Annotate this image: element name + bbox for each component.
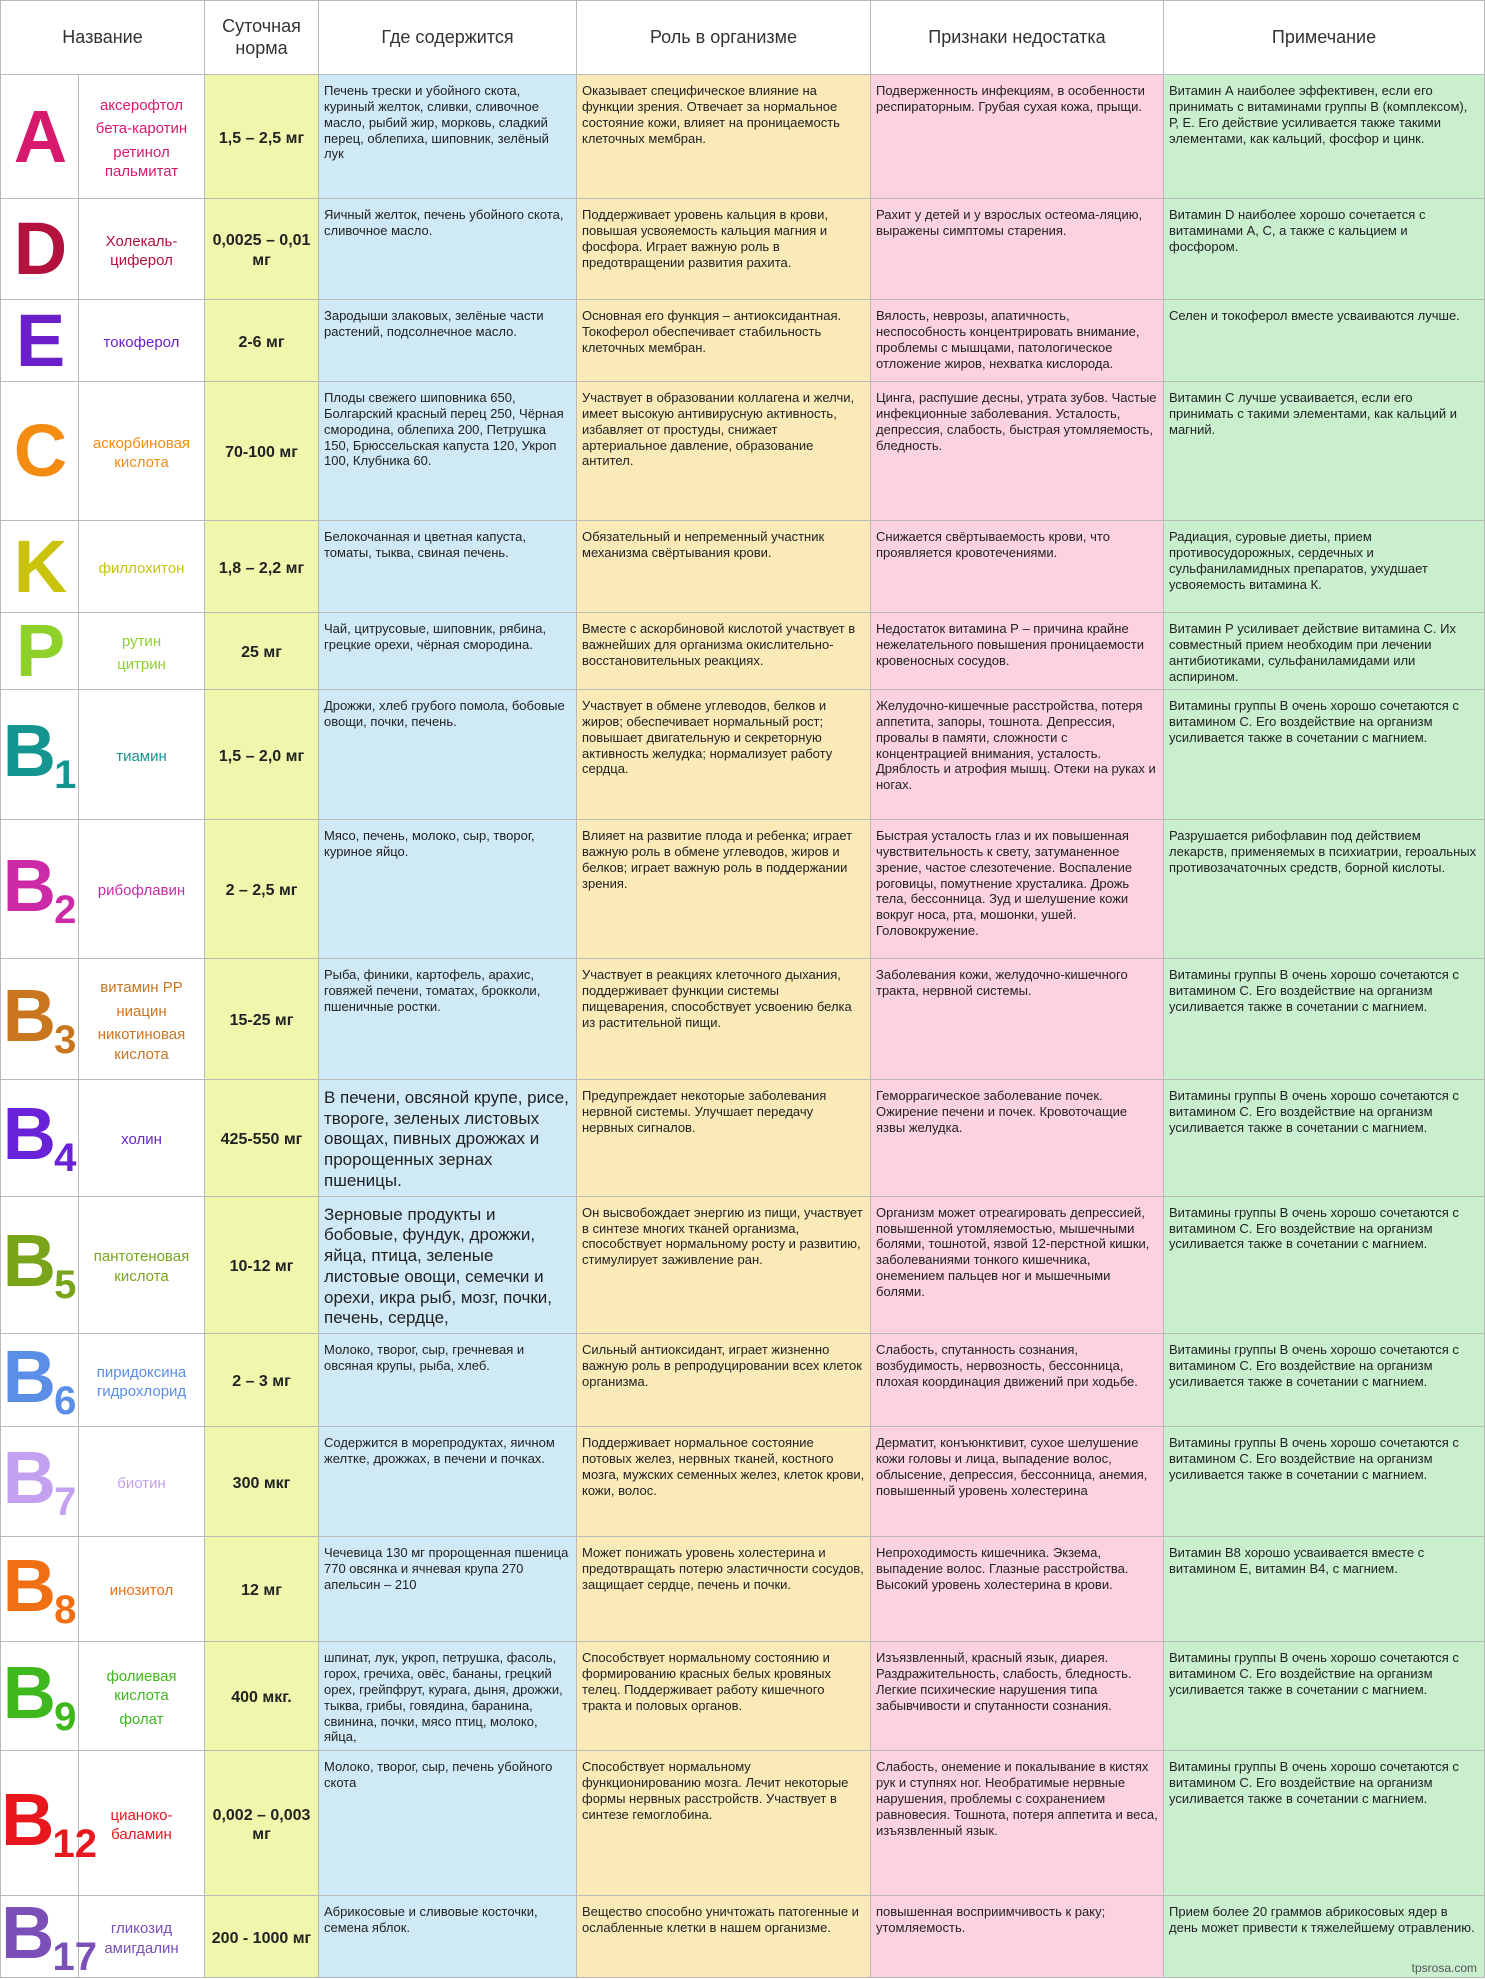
deficiency: повышенная восприимчивость к раку; утомляемость. [871,1896,1164,1978]
sources: Рыба, финики, картофель, арахис, говяжей печени, томатах, брокколи, пшеничные ростки. [319,959,577,1080]
vitamin-names [79,75,205,199]
note: Разрушается рибофлавин под действием лекарств, применяемых в психиатрии, героальных противозачаточных средств, борной кислоты. [1164,820,1485,959]
vitamin-names [79,1642,205,1751]
vitamin-letter [1,959,79,1080]
table-row [1,300,1485,382]
daily-norm: 1,8 – 2,2 мг [205,521,319,613]
vitamin-name: рутин [121,632,162,650]
vitamin-names [79,1537,205,1642]
sources: Мясо, печень, молоко, сыр, творог, куриное яйцо. [319,820,577,959]
table-row [1,1334,1485,1427]
vitamin-names [79,820,205,959]
vitamin-letter-main: K [13,524,66,608]
note: Витамины группы В очень хорошо сочетаются с витамином С. Его воздействие на организм усиливается также в сочетании с магнием. [1164,1196,1485,1333]
vitamin-letter-main: B [2,1436,55,1520]
table-row [1,959,1485,1080]
daily-norm: 25 мг [205,613,319,690]
vitamin-name: гликозид амигдалин [104,1920,179,1957]
vitamin-names [79,521,205,613]
vitamin-letter-subscript: 12 [52,1821,97,1866]
vitamin-name: биотин [117,1474,166,1492]
vitamin-name: никотиновая кислота [97,1026,186,1063]
vitamin-letter [1,521,79,613]
vitamin-name: пиридоксина гидрохлорид [96,1363,187,1401]
deficiency: Недостаток витамина Р – причина крайне нежелательного повышения проницаемости кровеносных сосудов. [871,613,1164,690]
vitamin-name: пантотеновая кислота [93,1248,190,1285]
role: Вместе с аскорбиновой кислотой участвует в важнейших для организма окислительно-восстановительных реакциях. [577,613,871,690]
vitamin-name: холин [121,1131,162,1149]
vitamin-letter-main: B [2,1219,55,1303]
table-row [1,1537,1485,1642]
sources: Чечевица 130 мг пророщенная пшеница 770 овсянка и ячневая крупа 270 апельсин – 210 [319,1537,577,1642]
vitamin-name: инозитол [109,1582,174,1600]
role: Он высвобождает энергию из пищи, участвует в синтезе многих тканей организма, способствует нормальному росту и развитию, стимулирует заживление ран. [577,1196,871,1333]
role: Поддерживает уровень кальция в крови, повышая усвояемость кальция магния и фосфора. Играет важную роль в предотвращении развития рахита. [577,199,871,300]
role: Участвует в образовании коллагена и желчи, имеет высокую антивирусную активность, избавляет от простуды, снижает артериальное давление, образование антител. [577,382,871,521]
sources: Яичный желток, печень убойного скота, сливочное масло. [319,199,577,300]
vitamin-name: бета-каротин [95,120,188,137]
daily-norm: 200 - 1000 мг [205,1896,319,1978]
deficiency: Рахит у детей и у взрослых остеома-ляцию, выражены симптомы старения. [871,199,1164,300]
vitamin-letter [1,609,79,692]
daily-norm: 425-550 мг [205,1080,319,1197]
vitamin-letter-main: B [2,1650,55,1734]
note: Витамины группы В очень хорошо сочетаются с витамином С. Его воздействие на организм усиливается также в сочетании с магнием. [1164,1334,1485,1427]
vitamin-letter-subscript: 6 [54,1378,77,1423]
sources: Молоко, творог, сыр, печень убойного скота [319,1751,577,1896]
note: Прием более 20 граммов абрикосовых ядер в день может привести к тяжелейшему отравлению. [1164,1896,1485,1978]
role: Оказывает специфическое влияние на функции зрения. Отвечает за нормальное состояние кожи, влияет на проницаемость клеточных мембран. [577,75,871,199]
vitamin-names [79,613,205,690]
role: Способствует нормальному функционированию мозга. Лечит некоторые формы нервных расстройств. Участвует в синтезе гемоглобина. [577,1751,871,1896]
deficiency: Слабость, спутанность сознания, возбудимость, нервозность, бессонница, плохая координация движений при ходьбе. [871,1334,1164,1427]
vitamin-letter [1,75,79,199]
sources: Содержится в морепродуктах, яичном желтке, дрожжах, в печени и почках. [319,1427,577,1537]
vitamin-letter [1,820,79,959]
vitamin-name: Холекаль-циферол [105,232,178,269]
deficiency: Слабость, онемение и покалывание в кистях рук и ступнях ног. Необратимые нервные нарушения, проблемы с сохранением равновесия. Тошнота, потеря аппетита и веса, изъязвленный язык. [871,1751,1164,1896]
header-daily-norm: Суточная норма [205,1,319,75]
vitamin-letter-subscript: 9 [54,1694,77,1739]
vitamin-names [79,690,205,820]
table-row [1,382,1485,521]
note: Витамины группы В очень хорошо сочетаются с витамином С. Его воздействие на организм усиливается также в сочетании с магнием. [1164,690,1485,820]
vitamin-names [79,300,205,382]
header-row [1,1,1485,75]
sources: В печени, овсяной крупе, рисе, твороге, зеленых листовых овощах, пивных дрожжах и пророщенных зернах пшеницы. [319,1080,577,1197]
table-row [1,521,1485,613]
daily-norm: 1,5 – 2,0 мг [205,690,319,820]
note: Витамины группы В очень хорошо сочетаются с витамином С. Его воздействие на организм усиливается также в сочетании с магнием. [1164,1427,1485,1537]
deficiency: Геморрагическое заболевание почек. Ожирение печени и почек. Кровоточащие язвы желудка. [871,1080,1164,1197]
table-row [1,1427,1485,1537]
vitamin-letter [1,690,79,820]
vitamin-letter-main: D [13,207,66,290]
vitamin-name: филлохитон [98,559,185,577]
role: Основная его функция – антиоксидантная. Токоферол обеспечивает стабильность клеточных мембран. [577,300,871,382]
table-row [1,1196,1485,1333]
role: Может понижать уровень холестерина и предотвращать потерю эластичности сосудов, защищает сердце, печень и почки. [577,1537,871,1642]
daily-norm: 400 мкг. [205,1642,319,1751]
role: Предупреждает некоторые заболевания нервной системы. Улучшает передачу нервных сигналов. [577,1080,871,1197]
sources: Чай, цитрусовые, шиповник, рябина, грецкие орехи, чёрная смородина. [319,613,577,690]
note: Витамины группы В очень хорошо сочетаются с витамином С. Его воздействие на организм усиливается также в сочетании с магнием. [1164,1080,1485,1197]
vitamin-letter-main: B [2,709,55,792]
vitamin-name: цитрин [117,656,166,673]
vitamin-letter-main: B [2,1334,55,1418]
sources: Молоко, творог, сыр, гречневая и овсяная крупы, рыба, хлеб. [319,1334,577,1427]
table-row [1,1642,1485,1751]
vitamin-letter-subscript: 4 [54,1136,77,1181]
vitamin-letter-subscript: 17 [52,1935,97,1979]
vitamin-letter-subscript: 8 [54,1587,77,1632]
vitamin-name: аскорбиновая кислота [92,434,191,471]
note: Селен и токоферол вместе усваиваются лучше. [1164,300,1485,382]
vitamin-name: токоферол [103,333,180,351]
note: Радиация, суровые диеты, прием противосудорожных, сердечных и сульфаниламидных препаратов, ухудшает усвояемость витамина К. [1164,521,1485,613]
watermark: tpsrosa.com [1411,1961,1477,1975]
sources: шпинат, лук, укроп, петрушка, фасоль, горох, гречиха, овёс, бананы, грецкий орех, грейпфрут, курага, дыня, дрожжи, тыква, грибы, говядина, баранина, свинина, почки, мясо птиц, молоко, яйца, [319,1642,577,1751]
vitamin-names [79,1427,205,1537]
vitamin-letter-subscript: 2 [54,887,77,932]
deficiency: Изъязвленный, красный язык, диарея. Раздражительность, слабость, бледность. Легкие психические нарушения типа забывчивости и спутанности сознания. [871,1642,1164,1751]
vitamin-name: ретинол пальмитат [104,143,179,180]
vitamin-name: рибофлавин [97,882,186,900]
daily-norm: 0,002 – 0,003 мг [205,1751,319,1896]
vitamin-letter [1,1427,79,1537]
vitamin-letter [1,382,79,521]
role: Вещество способно уничтожать патогенные и ослабленные клетки в нашем организме. [577,1896,871,1978]
vitamin-names [79,1334,205,1427]
deficiency: Дерматит, конъюнктивит, сухое шелушение кожи головы и лица, выпадение волос, облысение, депрессия, бессонница, анемия, повышенный уровень холестерина [871,1427,1164,1537]
daily-norm: 12 мг [205,1537,319,1642]
note: Витамин В8 хорошо усваивается вместе с витамином Е, витамин В4, с магнием. [1164,1537,1485,1642]
vitamin-letter-subscript: 3 [54,1017,77,1062]
vitamin-names [79,1196,205,1333]
vitamin-name: тиамин [116,747,167,765]
vitamin-names [79,1751,205,1896]
deficiency: Цинга, распушие десны, утрата зубов. Частые инфекционные заболевания. Усталость, депрессия, слабость, быстрая утомляемость, бледность. [871,382,1164,521]
vitamin-letter [1,1751,97,1896]
vitamin-letter [1,199,79,300]
vitamin-letter-main: E [15,298,64,382]
sources: Печень трески и убойного скота, куриный желток, сливки, сливочное масло, рыбий жир, морковь, сладкий перец, облепиха, шиповник, зелёный лук [319,75,577,199]
role: Участвует в реакциях клеточного дыхания, поддерживает функции системы пищеварения, способствует усвоению белка из растительной пищи. [577,959,871,1080]
vitamin-letter-main: B [1,1891,53,1975]
vitamin-letter-main: B [1,1777,53,1861]
table-row [1,1751,1485,1896]
role: Сильный антиоксидант, играет жизненно важную роль в репродуцировании всех клеток организма. [577,1334,871,1427]
deficiency: Желудочно-кишечные расстройства, потеря аппетита, запоры, тошнота. Депрессия, провалы в памяти, сложности с концентрацией внимания, усталость. Дряблость и атрофия мышц. Отеки на руках и ногах. [871,690,1164,820]
vitamin-letter-main: A [13,94,66,178]
role: Поддерживает нормальное состояние потовых желез, нервных тканей, костного мозга, мужских семенных желез, клеток крови, кожи, волос. [577,1427,871,1537]
vitamin-letter [1,1334,79,1427]
note: Витамин D наиболее хорошо сочетается с витаминами А, С, а также с кальцием и фосфором. [1164,199,1485,300]
note: Витамины группы В очень хорошо сочетаются с витамином С. Его воздействие на организм усиливается также в сочетании с магнием. [1164,959,1485,1080]
vitamin-letter-main: B [2,1543,55,1627]
deficiency: Подверженность инфекциям, в особенности респираторным. Грубая сухая кожа, прыщи. [871,75,1164,199]
vitamin-name: фолат [119,1710,164,1728]
vitamin-letter-subscript: 7 [54,1480,77,1525]
deficiency: Непроходимость кишечника. Экзема, выпадение волос. Глазные расстройства. Высокий уровень холестерина в крови. [871,1537,1164,1642]
vitamin-names [79,1896,205,1978]
sources: Плоды свежего шиповника 650, Болгарский красный перец 250, Чёрная смородина, облепиха 200, Петрушка 150, Брюссельская капуста 120, Укроп 100, Клубника 60. [319,382,577,521]
table-row [1,613,1485,690]
role: Влияет на развитие плода и ребенка; играет важную роль в обмене углеводов, жиров и белков; играет важную роль в поддержании зрения. [577,820,871,959]
vitamin-letter [1,1537,79,1642]
deficiency: Быстрая усталость глаз и их повышенная чувствительность к свету, затуманенное зрение, частое слезотечение. Воспаление роговицы, помутнение хрусталика. Дрожь тела, бессонница. Зуд и шелушение кожи вокруг носа, рта, мошонки, ушей. Головокружение. [871,820,1164,959]
note: Витамин Р усиливает действие витамина С. Их совместный прием необходим при лечении антибиотиками, сульфаниламидами или аспирином. [1164,613,1485,690]
sources: Зародыши злаковых, зелёные части растений, подсолнечное масло. [319,300,577,382]
header-name: Название [1,1,205,75]
vitamin-names [79,199,205,300]
vitamin-names [79,959,205,1080]
table-row [1,199,1485,300]
note: Витамин С лучше усваивается, если его принимать с такими элементами, как кальций и магний. [1164,382,1485,521]
daily-norm: 2 – 2,5 мг [205,820,319,959]
role: Способствует нормальному состоянию и формированию красных белых кровяных телец. Поддерживает работу кишечного тракта и половых органов. [577,1642,871,1751]
table-row [1,1896,1485,1978]
vitamin-name: витамин РР [100,979,183,996]
daily-norm: 2-6 мг [205,300,319,382]
vitamin-letter [1,1642,79,1751]
vitamin-letter [1,300,79,382]
note: Витамины группы В очень хорошо сочетаются с витамином С. Его воздействие на организм усиливается также в сочетании с магнием. [1164,1642,1485,1751]
vitamin-letter-subscript: 5 [54,1263,77,1308]
vitamin-letter-main: B [2,1092,55,1176]
daily-norm: 300 мкг [205,1427,319,1537]
daily-norm: 1,5 – 2,5 мг [205,75,319,199]
daily-norm: 0,0025 – 0,01 мг [205,199,319,300]
vitamin-letter-main: P [15,609,64,692]
vitamin-letter-main: B [2,973,55,1057]
vitamin-names [79,382,205,521]
vitamin-letter [1,1080,79,1197]
header-note: Примечание [1164,1,1485,75]
role: Участвует в обмене углеводов, белков и жиров; обеспечивает нормальный рост; повышает двигательную и секреторную активность желудка; нормализует работу сердца. [577,690,871,820]
note: Витамины группы В очень хорошо сочетаются с витамином С. Его воздействие на организм усиливается также в сочетании с магнием. [1164,1751,1485,1896]
sources: Абрикосовые и сливовые косточки, семена яблок. [319,1896,577,1978]
vitamin-letter-subscript: 1 [54,753,77,797]
vitamin-letter [1,1891,97,1979]
vitamin-letter-main: C [13,409,66,492]
daily-norm: 10-12 мг [205,1196,319,1333]
deficiency: Заболевания кожи, желудочно-кишечного тракта, нервной системы. [871,959,1164,1080]
vitamin-names [79,1080,205,1197]
daily-norm: 70-100 мг [205,382,319,521]
deficiency: Снижается свёртываемость крови, что проявляется кровотечениями. [871,521,1164,613]
header-sources: Где содержится [319,1,577,75]
daily-norm: 2 – 3 мг [205,1334,319,1427]
vitamin-letter [1,1196,79,1333]
sources: Зерновые продукты и бобовые, фундук, дрожжи, яйца, птица, зеленые листовые овощи, семечки и орехи, икра рыб, мозг, почки, печень, сердце, [319,1196,577,1333]
vitamin-name: ниацин [116,1002,167,1020]
deficiency: Вялость, неврозы, апатичность, неспособность концентрировать внимание, проблемы с мышцами, патологическое отложение жиров, нехватка кислорода. [871,300,1164,382]
daily-norm: 15-25 мг [205,959,319,1080]
vitamin-name: цианоко-баламин [110,1806,173,1844]
note: Витамин А наиболее эффективен, если его принимать с витаминами группы В (комплексом), Р, Е. Его действие усиливается также такими элементами, как кальций, фосфор и цинк. [1164,75,1485,199]
table-row [1,75,1485,199]
vitamin-name: аксерофтол [99,96,184,114]
table-row [1,690,1485,820]
header-deficiency: Признаки недостатка [871,1,1164,75]
table-row [1,820,1485,959]
vitamin-letter-main: B [2,843,55,927]
header-role: Роль в организме [577,1,871,75]
sources: Дрожжи, хлеб грубого помола, бобовые овощи, почки, печень. [319,690,577,820]
role: Обязательный и непременный участник механизма свёртывания крови. [577,521,871,613]
deficiency: Организм может отреагировать депрессией, повышенной утомляемостью, мышечными болями, тошнотой, язвой 12-перстной кишки, заболеваниями тонкого кишечника, онемением пальцев ног и мышечными болями. [871,1196,1164,1333]
vitamin-name: фолиевая кислота [106,1667,177,1705]
table-row [1,1080,1485,1197]
sources: Белокочанная и цветная капуста, томаты, тыква, свиная печень. [319,521,577,613]
